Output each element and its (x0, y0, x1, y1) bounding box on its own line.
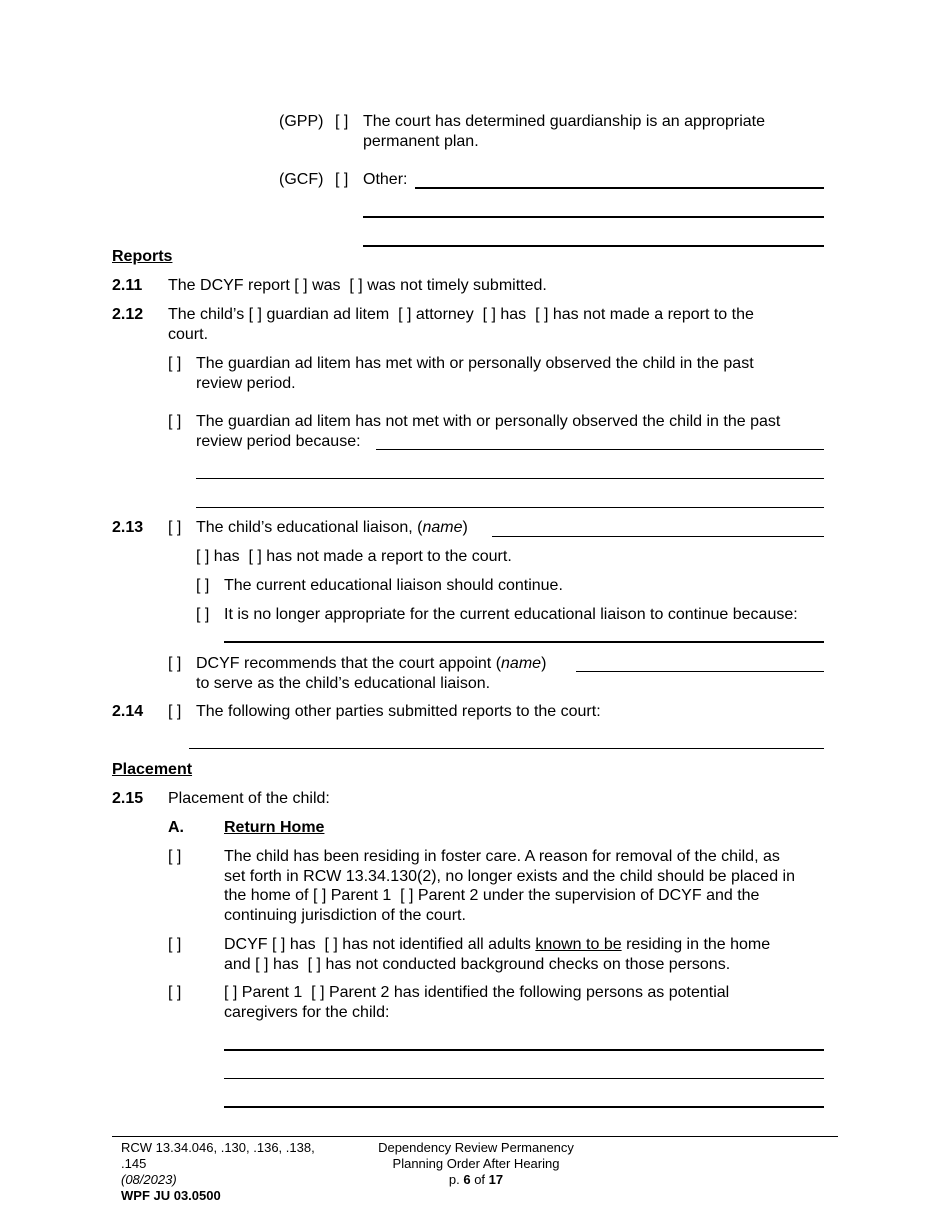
return-home-p1-line2: set forth in RCW 13.34.130(2), no longer exists and the child should be placed in (224, 868, 795, 885)
footer-title-line2: Planning Order After Hearing (392, 1156, 560, 1171)
gal-not-met-line1: The guardian ad litem has not met with or personally observed the child in the past (196, 413, 781, 430)
gcf-other-field-2[interactable] (363, 216, 824, 218)
gcf-other-field-3[interactable] (363, 245, 824, 247)
gal-reason-field-3[interactable] (196, 507, 824, 508)
footer-title (370, 1140, 582, 1188)
dcyf-recommended-name-field[interactable] (576, 671, 824, 672)
s212-t3: attorney (415, 306, 474, 323)
s213-a-t2: has not made a report to the court. (266, 548, 512, 565)
section-2-11-number: 2.11 (112, 277, 143, 294)
p1-parent1-checkbox[interactable]: [ ] (312, 887, 327, 904)
s213-text (196, 518, 468, 538)
section-2-11-text (168, 276, 547, 296)
p1-l3c: Parent 2 under the supervision of DCYF and the (417, 887, 760, 904)
p3-l1b: Parent 2 has identified the following persons as potential (328, 984, 730, 1001)
return-home-checkbox-3[interactable]: [ ] (168, 984, 182, 1001)
s213-reason-field[interactable] (224, 641, 824, 643)
s213-dcyf-checkbox[interactable]: [ ] (168, 655, 182, 672)
s213-report-row (196, 547, 512, 567)
s214-text: The following other parties submitted reports to the court: (196, 703, 601, 720)
gal-not-met-checkbox[interactable]: [ ] (168, 413, 182, 430)
gpp-code: (GPP) (279, 113, 324, 130)
s213-d-t1: DCYF recommends that the court appoint ( (196, 655, 502, 672)
footer-page-total: 17 (488, 1172, 504, 1187)
p2-l2a: and (224, 956, 251, 973)
s213-dcyf-line1 (196, 654, 546, 674)
s211-was-checkbox[interactable]: [ ] (294, 277, 308, 294)
s213-t1: The child’s educational liaison, ( (196, 519, 423, 536)
gcf-checkbox[interactable]: [ ] (335, 171, 349, 188)
s213-checkbox[interactable]: [ ] (168, 519, 182, 536)
s213-continue-checkbox[interactable]: [ ] (196, 577, 210, 594)
return-home-p1-line3 (224, 886, 759, 906)
s211-t3: was not timely submitted. (367, 277, 547, 294)
p2-l1c: has not identified all adults (342, 936, 531, 953)
section-2-15-number: 2.15 (112, 790, 144, 807)
placement-heading: Placement (112, 761, 193, 778)
s212-has-checkbox[interactable]: [ ] (482, 306, 496, 323)
s213-a-t1: has (213, 548, 240, 565)
p3-parent2-checkbox[interactable]: [ ] (311, 984, 325, 1001)
p2-has-checkbox[interactable]: [ ] (272, 936, 286, 953)
footer-page-of: of (474, 1172, 486, 1187)
s214-checkbox[interactable]: [ ] (168, 703, 182, 720)
p2-l1u: known to be (535, 936, 622, 953)
s213-not-appropriate-text: It is no longer appropriate for the current educational liaison to continue because: (224, 606, 798, 623)
p1-l3b: Parent 1 (330, 887, 392, 904)
footer-rcw-line1: RCW 13.34.046, .130, .136, .138, (121, 1140, 315, 1155)
s215-a-letter: A. (168, 819, 184, 836)
p1-l3a: the home of (224, 887, 309, 904)
footer-date: (08/2023) (121, 1172, 177, 1187)
gpp-checkbox[interactable]: [ ] (335, 113, 349, 130)
s212-t4: has (500, 306, 527, 323)
return-home-p2-line1 (224, 935, 770, 955)
s212-t5: has not made a report to the (552, 306, 754, 323)
section-2-13-number: 2.13 (112, 519, 144, 536)
reports-heading: Reports (112, 248, 173, 265)
s212-t1: The child’s (168, 306, 245, 323)
return-home-heading: Return Home (224, 819, 325, 836)
gpp-text-line2: permanent plan. (363, 133, 479, 150)
return-home-p1-line1: The child has been residing in foster care. A reason for removal of the child, as (224, 848, 780, 865)
p3-parent1-checkbox[interactable]: [ ] (224, 984, 238, 1001)
return-home-checkbox-2[interactable]: [ ] (168, 936, 182, 953)
s215-text: Placement of the child: (168, 790, 330, 807)
p2-l1d: residing in the home (626, 936, 771, 953)
p1-parent2-checkbox[interactable]: [ ] (400, 887, 414, 904)
gal-met-line1: The guardian ad litem has met with or personally observed the child in the past (196, 355, 754, 372)
footer-rcw-line2: .145 (121, 1156, 147, 1171)
section-2-12-number: 2.12 (112, 306, 144, 323)
footer-page-prefix: p. (448, 1172, 460, 1187)
gal-reason-field-2[interactable] (196, 478, 824, 479)
return-home-checkbox-1[interactable]: [ ] (168, 848, 182, 865)
s213-d-name-label: name (501, 655, 542, 672)
gcf-code: (GCF) (279, 171, 324, 188)
s211-t1: The DCYF report (168, 277, 290, 294)
p2-l2b: has (272, 956, 299, 973)
gal-met-checkbox[interactable]: [ ] (168, 355, 182, 372)
section-2-12-text-line2: court. (168, 326, 209, 343)
gal-met-line2: review period. (196, 375, 296, 392)
s213-not-appropriate-checkbox[interactable]: [ ] (196, 606, 210, 623)
s213-continue-text: The current educational liaison should continue. (224, 577, 563, 594)
return-home-p1-line4: continuing jurisdiction of the court. (224, 907, 466, 924)
s212-has-not-checkbox[interactable]: [ ] (535, 306, 549, 323)
s213-has-not-checkbox[interactable]: [ ] (248, 548, 262, 565)
return-home-p3-line2: caregivers for the child: (224, 1004, 390, 1021)
gpp-text-line1: The court has determined guardianship is an appropriate (363, 113, 766, 130)
liaison-name-field[interactable] (492, 536, 824, 537)
p2-l1b: has (289, 936, 316, 953)
gal-not-met-line2: review period because: (196, 433, 361, 450)
p2-bg-has-checkbox[interactable]: [ ] (255, 956, 269, 973)
footer-page-number: 6 (463, 1172, 471, 1187)
gal-reason-field-1[interactable] (376, 449, 824, 450)
footer-title-line1: Dependency Review Permanency (378, 1140, 574, 1155)
s213-t2: ) (462, 519, 468, 536)
gcf-other-field-1[interactable] (415, 187, 824, 189)
s213-has-checkbox[interactable]: [ ] (196, 548, 210, 565)
p2-l1a: DCYF (224, 936, 268, 953)
s213-name-label: name (422, 519, 463, 536)
section-2-12-text (168, 305, 754, 325)
p2-has-not-checkbox[interactable]: [ ] (324, 936, 338, 953)
return-home-p2-line2 (224, 955, 730, 975)
s212-attorney-checkbox[interactable]: [ ] (398, 306, 412, 323)
caregivers-field-1[interactable] (224, 1049, 824, 1051)
s213-d-t2: ) (541, 655, 547, 672)
gcf-label: Other: (363, 171, 408, 188)
s212-gal-checkbox[interactable]: [ ] (248, 306, 262, 323)
s211-t2: was (312, 277, 341, 294)
s214-parties-field[interactable] (189, 748, 824, 749)
s212-t2: guardian ad litem (266, 306, 390, 323)
caregivers-field-2[interactable] (224, 1078, 824, 1079)
p2-l2c: has not conducted background checks on those persons. (325, 956, 731, 973)
footer-divider (112, 1136, 838, 1137)
s213-dcyf-line2: to serve as the child’s educational liaison. (196, 675, 491, 692)
footer-page (370, 1172, 582, 1188)
section-2-14-number: 2.14 (112, 703, 144, 720)
p3-l1a: Parent 1 (241, 984, 303, 1001)
p2-bg-has-not-checkbox[interactable]: [ ] (307, 956, 321, 973)
s211-was-not-checkbox[interactable]: [ ] (349, 277, 363, 294)
footer-form-number: WPF JU 03.0500 (121, 1188, 221, 1203)
caregivers-field-3[interactable] (224, 1106, 824, 1108)
return-home-p3-line1 (224, 983, 729, 1003)
